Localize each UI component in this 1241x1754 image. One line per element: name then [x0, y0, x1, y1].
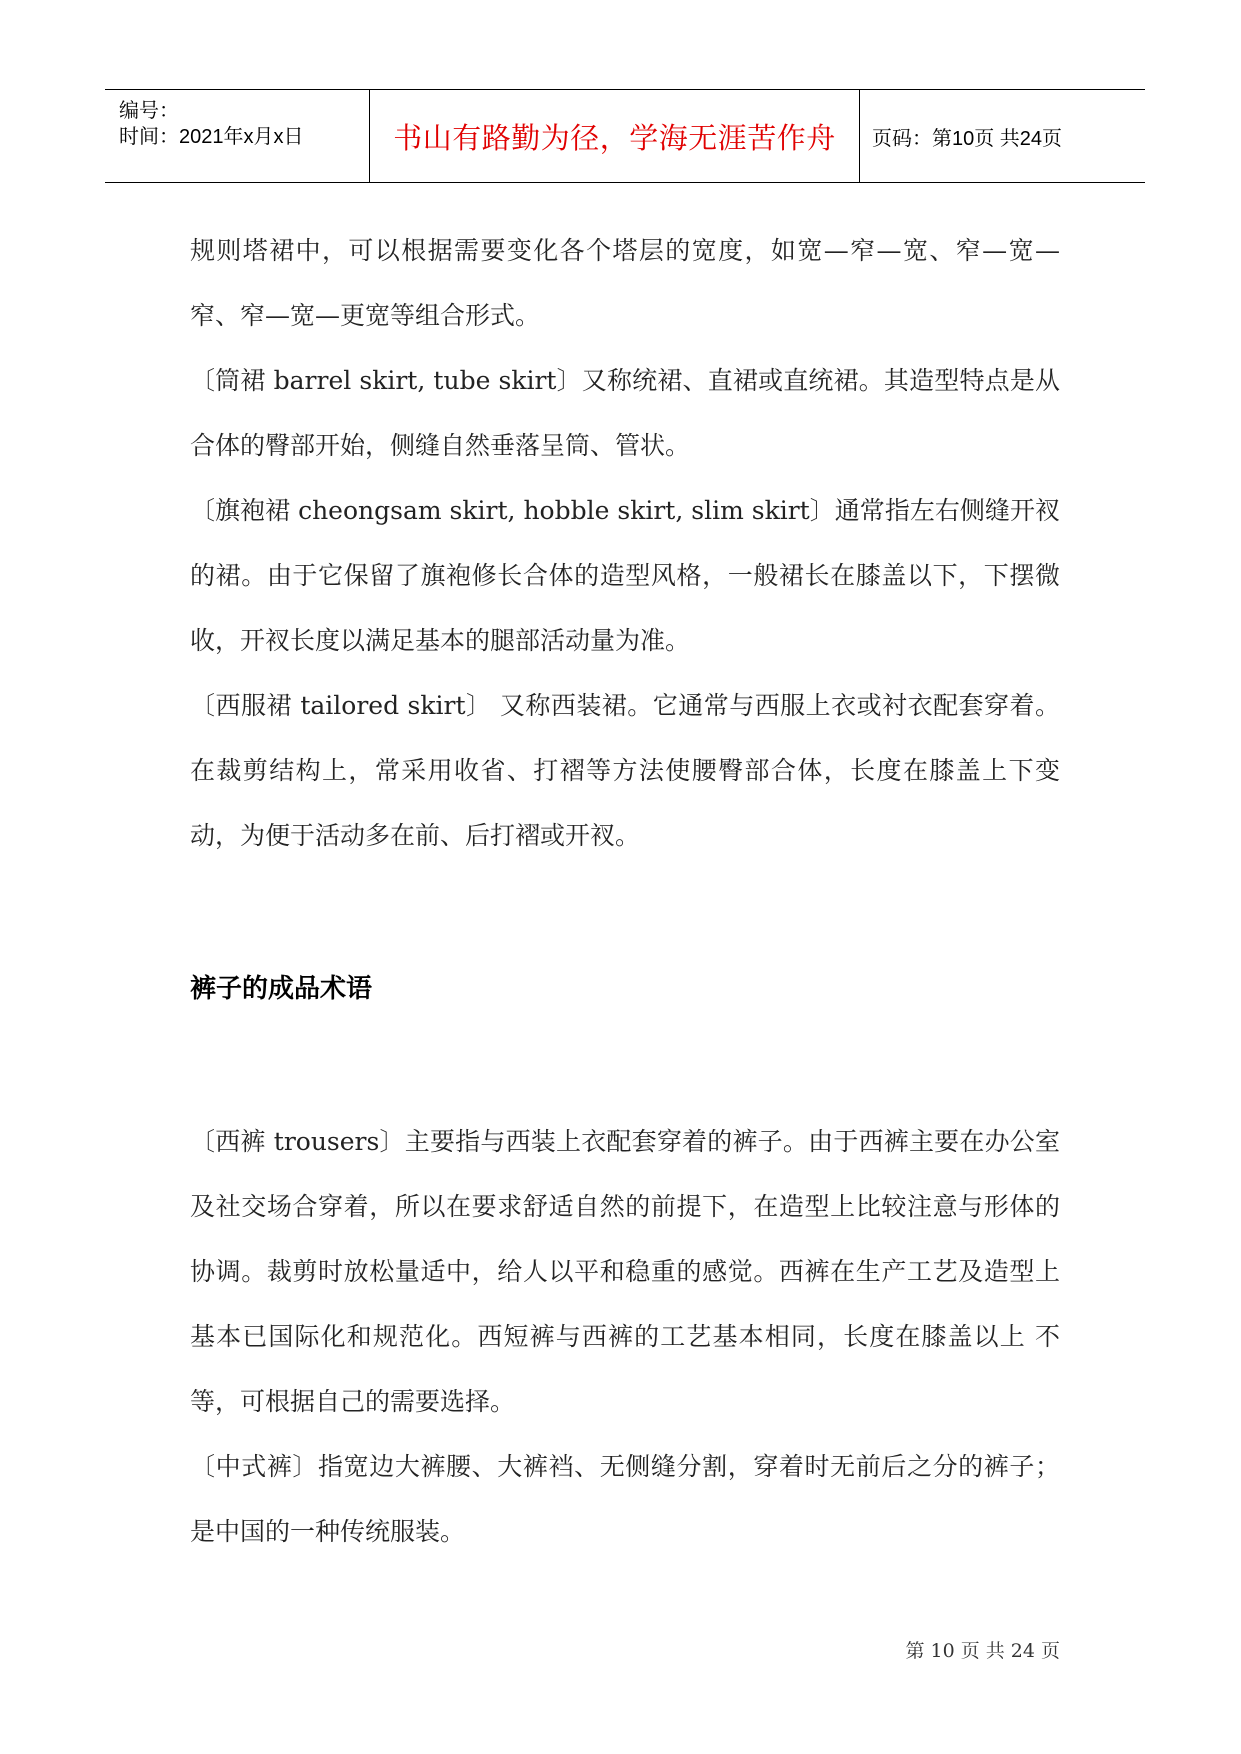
header-page-info: 页码：第10页 共24页: [872, 127, 1063, 150]
header-right-cell: [860, 90, 1145, 182]
paragraph-cheongsam-skirt: 〔旗袍裙 cheongsam skirt, hobble skirt, slim skirt〕通常指左右侧缝开衩的裙。由于它保留了旗袍修长合体的造型风格，一般裙长在膝盖以下，下摆微收，开衩长度以满足基本的腿部活动量为准。: [190, 496, 1060, 655]
paragraph-tube-skirt: 〔筒裙 barrel skirt, tube skirt〕又称统裙、直裙或直统裙。其造型特点是从合体的臀部开始，侧缝自然垂落呈筒、管状。: [190, 366, 1060, 460]
paragraph-trousers: 〔西裤 trousers〕主要指与西装上衣配套穿着的裤子。由于西裤主要在办公室及社交场合穿着，所以在要求舒适自然的前提下，在造型上比较注意与形体的协调。裁剪时放松量适中，给人以平和稳重的感觉。西裤在生产工艺及造型上基本已国际化和规范化。西短裤与西裤的工艺基本相同，长度在膝盖以上 不等，可根据自己的需要选择。: [190, 1127, 1060, 1416]
page-header: [105, 89, 1145, 183]
document-time-label: 时间：2021年x月x日: [119, 126, 304, 148]
paragraph-chinese-trousers: 〔中式裤〕指宽边大裤腰、大裤裆、无侧缝分割，穿着时无前后之分的裤子；是中国的一种传统服装。: [190, 1452, 1060, 1546]
document-body: [190, 218, 1060, 1564]
header-left-cell: [105, 90, 370, 182]
section-title: 裤子的成品术语: [190, 974, 373, 1004]
paragraph-tiered-skirt: 规则塔裙中，可以根据需要变化各个塔层的宽度，如宽—窄—宽、窄—宽—窄、窄—宽—更宽等组合形式。: [190, 236, 1060, 330]
document-number-label: 编号：: [119, 100, 179, 122]
page-footer: 第 10 页 共 24 页: [905, 1640, 1060, 1662]
header-middle-cell: [370, 90, 860, 182]
paragraph-tailored-skirt: 〔西服裙 tailored skirt〕 又称西装裙。它通常与西服上衣或衬衣配套穿着。在裁剪结构上，常采用收省、打褶等方法使腰臀部合体，长度在膝盖上下变动，为便于活动多在前、后打褶或开衩。: [190, 691, 1060, 850]
header-motto: 书山有路勤为径，学海无涯苦作舟: [393, 120, 836, 155]
